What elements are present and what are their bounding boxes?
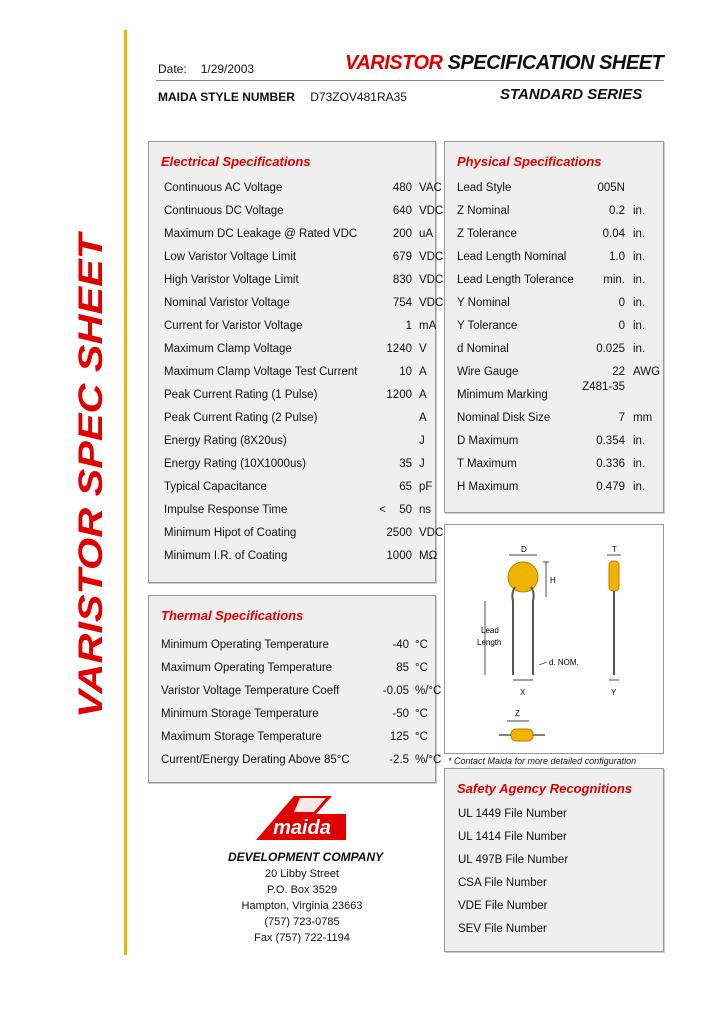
physical-row [457, 228, 662, 244]
safety-row: UL 1449 File Number [458, 808, 567, 820]
thermal-row-value: -40 [392, 639, 409, 651]
physical-row-unit: in. [633, 251, 646, 263]
disk-side [609, 561, 619, 591]
page-title [345, 52, 663, 75]
electrical-row [164, 458, 434, 474]
electrical-row [164, 527, 444, 543]
maida-logo [246, 788, 356, 846]
date-value: 1/29/2003 [200, 62, 255, 76]
electrical-row [164, 550, 438, 566]
electrical-row [164, 320, 437, 336]
electrical-row-value: 10 [399, 366, 412, 378]
address-line: (757) 723-0785 [264, 916, 340, 928]
company-name: DEVELOPMENT COMPANY [228, 850, 384, 864]
dim-Y-label: Y [611, 688, 617, 697]
physical-row-value: 0 [618, 320, 625, 332]
electrical-row-value: 200 [392, 228, 412, 240]
style-label: MAIDA STYLE NUMBER [158, 90, 295, 104]
electrical-row-label: Energy Rating (8X20us) [164, 435, 287, 447]
electrical-row-value: 754 [392, 297, 412, 309]
electrical-row [164, 182, 442, 198]
physical-row-label: Lead Length Nominal [457, 251, 567, 263]
electrical-row-unit: pF [419, 481, 433, 493]
physical-row-value: Z481-35 [582, 381, 625, 393]
lead-right [531, 587, 534, 675]
thermal-row [161, 639, 431, 655]
physical-row-unit: in. [633, 458, 646, 470]
physical-row-label: Y Tolerance [457, 320, 518, 332]
electrical-row [164, 251, 444, 267]
dim-lead-label-1: Lead [481, 626, 499, 635]
physical-row-unit: mm [633, 412, 653, 424]
thermal-row-value: -2.5 [389, 754, 409, 766]
electrical-row-value: 480 [392, 182, 412, 194]
diagram-note: * Contact Maida for more detailed configuration [448, 756, 637, 766]
physical-row-value: 0.336 [596, 458, 625, 470]
dim-H-label: H [550, 576, 556, 585]
vertical-title-text: VARISTOR SPEC SHEET [72, 320, 110, 718]
physical-row [457, 205, 662, 221]
electrical-row-value: 50 [399, 504, 412, 516]
electrical-row-unit: VDC [419, 251, 444, 263]
electrical-row-unit: J [419, 435, 425, 447]
dim-X-label: X [520, 688, 526, 697]
physical-row-value: min. [603, 274, 625, 286]
electrical-row-unit: A [419, 366, 427, 378]
electrical-row-unit: VDC [419, 527, 444, 539]
thermal-panel [148, 595, 442, 783]
electrical-row-value: 65 [399, 481, 412, 493]
physical-row-unit: in. [633, 297, 646, 309]
electrical-row-label: Continuous AC Voltage [164, 182, 283, 194]
dim-d-label: d. NOM. [549, 658, 579, 667]
thermal-row-unit: °C [415, 708, 428, 720]
physical-row [457, 381, 662, 405]
electrical-row-label: Typical Capacitance [164, 481, 267, 493]
physical-row [457, 320, 662, 336]
electrical-row-label: Current for Varistor Voltage [164, 320, 303, 332]
physical-row [457, 343, 662, 359]
physical-row [457, 297, 662, 313]
electrical-row-unit: A [419, 389, 427, 401]
style-value: D73ZOV481RA35 [310, 90, 407, 104]
physical-row-value: 1.0 [609, 251, 625, 263]
safety-row: VDE File Number [458, 900, 548, 912]
physical-row-label: Z Tolerance [457, 228, 517, 240]
title-red: VARISTOR [345, 52, 443, 74]
thermal-row-value: 125 [389, 731, 409, 743]
physical-row-label: Minimum Marking [457, 389, 548, 401]
physical-row-label: Nominal Disk Size [457, 412, 551, 424]
physical-row [457, 481, 662, 497]
vertical-title [60, 230, 120, 720]
electrical-row [164, 297, 444, 313]
thermal-row [161, 708, 431, 724]
physical-row [457, 251, 662, 267]
electrical-row-value: 35 [399, 458, 412, 470]
physical-row [457, 435, 662, 451]
electrical-row-label: Peak Current Rating (1 Pulse) [164, 389, 318, 401]
date-line [158, 62, 268, 76]
electrical-panel [148, 141, 444, 583]
thermal-row [161, 731, 431, 747]
electrical-row-value: 1240 [386, 343, 412, 355]
electrical-row [164, 205, 444, 221]
varistor-dimension-drawing [445, 525, 663, 753]
electrical-row-unit: J [419, 458, 425, 470]
physical-row-unit: in. [633, 435, 646, 447]
electrical-row-value: 640 [392, 205, 412, 217]
thermal-row-label: Maximum Storage Temperature [161, 731, 322, 743]
thermal-row-unit: °C [415, 639, 428, 651]
physical-row-value: 0.2 [609, 205, 625, 217]
physical-row [457, 366, 662, 382]
physical-row-value: 0.025 [596, 343, 625, 355]
electrical-row-prefix: < [379, 504, 386, 516]
electrical-row-label: Energy Rating (10X1000us) [164, 458, 306, 470]
physical-panel [444, 141, 664, 513]
electrical-row-value: 1000 [386, 550, 412, 562]
thermal-row-value: -50 [392, 708, 409, 720]
series-label: STANDARD SERIES [500, 86, 643, 103]
thermal-row-value: -0.05 [382, 685, 409, 697]
electrical-row-label: Continuous DC Voltage [164, 205, 284, 217]
electrical-row-label: High Varistor Voltage Limit [164, 274, 299, 286]
electrical-row [164, 435, 434, 451]
electrical-row-unit: V [419, 343, 427, 355]
header-divider [156, 80, 664, 81]
physical-title: Physical Specifications [457, 154, 602, 169]
dim-Z-label: Z [515, 709, 520, 718]
physical-row-unit: in. [633, 274, 646, 286]
physical-row-value: 22 [612, 366, 625, 378]
left-accent-bar [124, 30, 127, 955]
physical-row-label: Lead Length Tolerance [457, 274, 574, 286]
electrical-row-unit: mA [419, 320, 437, 332]
address-line: P.O. Box 3529 [266, 884, 338, 896]
electrical-row-unit: A [419, 412, 427, 424]
thermal-row-value: 85 [396, 662, 409, 674]
dim-D-label: D [521, 545, 527, 554]
physical-row [457, 458, 662, 474]
lead-left [512, 587, 515, 675]
electrical-row-unit: uA [419, 228, 434, 240]
electrical-row-label: Nominal Varistor Voltage [164, 297, 290, 309]
safety-row: CSA File Number [458, 877, 547, 889]
electrical-row-unit: ns [419, 504, 432, 516]
electrical-row [164, 504, 434, 520]
style-number-line [158, 90, 407, 104]
disk-front [508, 562, 538, 592]
electrical-row [164, 343, 434, 359]
physical-row-value: 005N [597, 182, 625, 194]
electrical-row-unit: VDC [419, 205, 444, 217]
electrical-row-value: 1200 [386, 389, 412, 401]
electrical-row [164, 412, 434, 428]
electrical-row-label: Minimum I.R. of Coating [164, 550, 288, 562]
electrical-row-unit: MΩ [419, 550, 438, 562]
physical-row [457, 274, 662, 290]
electrical-title: Electrical Specifications [161, 154, 311, 169]
electrical-row-unit: VDC [419, 274, 444, 286]
physical-row-unit: in. [633, 228, 646, 240]
physical-row-unit: AWG [633, 366, 661, 378]
diagram-panel [444, 524, 664, 754]
thermal-row [161, 662, 431, 678]
thermal-row [161, 685, 442, 701]
physical-row-value: 7 [618, 412, 625, 424]
thermal-row-label: Minimum Operating Temperature [161, 639, 329, 651]
physical-row-unit: in. [633, 320, 646, 332]
physical-row-unit: in. [633, 205, 646, 217]
address-line: Fax (757) 722-1194 [254, 932, 350, 944]
thermal-row-label: Current/Energy Derating Above 85°C [161, 754, 350, 766]
address-line: 20 Libby Street [265, 868, 339, 880]
physical-row-value: 0.04 [602, 228, 625, 240]
electrical-row-value: 679 [392, 251, 412, 263]
thermal-row-unit: °C [415, 731, 428, 743]
thermal-row [161, 754, 442, 770]
physical-row-value: 0 [618, 297, 625, 309]
electrical-row-value: 830 [392, 274, 412, 286]
address-line: Hampton, Virginia 23663 [241, 900, 363, 912]
physical-row-label: D Maximum [457, 435, 519, 447]
thermal-row-label: Varistor Voltage Temperature Coeff [161, 685, 340, 697]
thermal-row-label: Maximum Operating Temperature [161, 662, 333, 674]
electrical-row-unit: VAC [419, 182, 442, 194]
electrical-row-label: Impulse Response Time [164, 504, 288, 516]
physical-row-label: H Maximum [457, 481, 519, 493]
dim-T-label: T [612, 545, 617, 554]
title-black: SPECIFICATION SHEET [447, 52, 664, 74]
physical-row [457, 412, 662, 428]
electrical-row [164, 366, 434, 382]
safety-title: Safety Agency Recognitions [457, 781, 633, 796]
safety-row: SEV File Number [458, 923, 547, 935]
dim-lead-label-2: Length [477, 638, 502, 647]
physical-row-label: T Maximum [457, 458, 517, 470]
logo-text: maida [273, 817, 331, 839]
electrical-row-unit: VDC [419, 297, 444, 309]
electrical-row-label: Maximum DC Leakage @ Rated VDC [164, 228, 358, 240]
electrical-row-label: Low Varistor Voltage Limit [164, 251, 297, 263]
electrical-row [164, 228, 434, 244]
thermal-row-unit: %/°C [415, 685, 442, 697]
electrical-row-value: 1 [405, 320, 412, 332]
date-label: Date: [158, 62, 187, 76]
electrical-row-label: Minimum Hipot of Coating [164, 527, 297, 539]
physical-row-label: Z Nominal [457, 205, 510, 217]
electrical-row-label: Peak Current Rating (2 Pulse) [164, 412, 318, 424]
physical-row-label: Y Nominal [457, 297, 510, 309]
electrical-row-label: Maximum Clamp Voltage Test Current [164, 366, 358, 378]
electrical-row [164, 274, 444, 290]
physical-row [457, 182, 662, 198]
physical-row-unit: in. [633, 481, 646, 493]
physical-row-unit: in. [633, 343, 646, 355]
physical-row-label: d Nominal [457, 343, 509, 355]
thermal-title: Thermal Specifications [161, 608, 304, 623]
physical-row-value: 0.354 [596, 435, 625, 447]
safety-row: UL 497B File Number [458, 854, 569, 866]
safety-row: UL 1414 File Number [458, 831, 567, 843]
electrical-row [164, 389, 434, 405]
electrical-row [164, 481, 434, 497]
physical-row-label: Wire Gauge [457, 366, 519, 378]
thermal-row-unit: %/°C [415, 754, 442, 766]
physical-row-label: Lead Style [457, 182, 512, 194]
thermal-row-unit: °C [415, 662, 428, 674]
physical-row-value: 0.479 [596, 481, 625, 493]
electrical-row-value: 2500 [386, 527, 412, 539]
disk-bottom [511, 729, 533, 741]
electrical-row-label: Maximum Clamp Voltage [164, 343, 292, 355]
thermal-row-label: Minimum Storage Temperature [161, 708, 319, 720]
safety-panel [444, 768, 664, 952]
